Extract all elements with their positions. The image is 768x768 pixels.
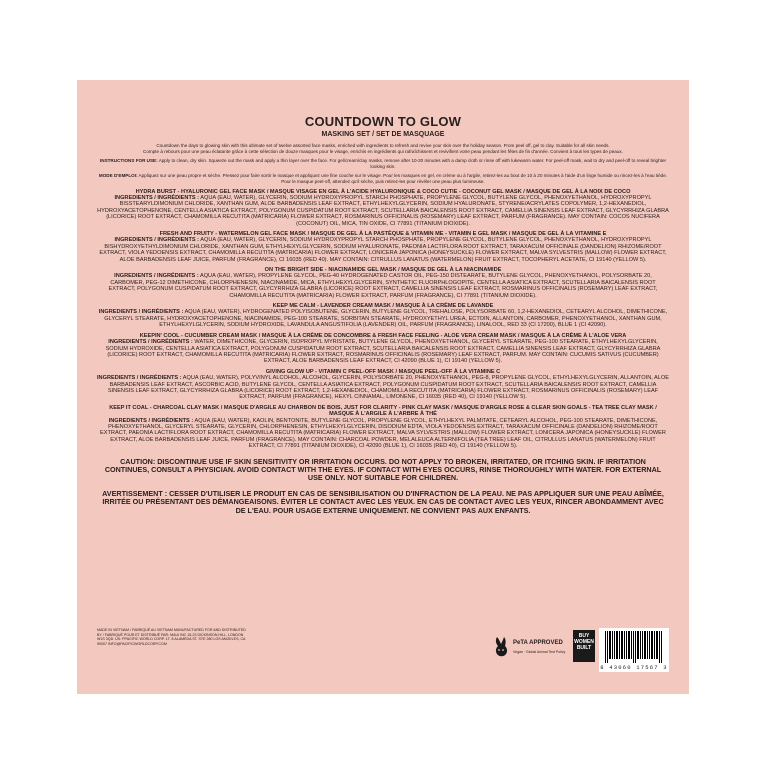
- ingredients-label: INGREDIENTS / INGRÉDIENTS :: [114, 237, 200, 244]
- mode-emploi: [97, 173, 669, 184]
- ingredient-section: [97, 333, 669, 365]
- ingredients-text: AQUA (EAU, WATER), PROPYLENE GLYCOL, PEG-40 HYDROGENATED CASTOR OIL, PEG-150 DISTEARATE, BUTYLENE GLYCOL, PHENOXYETHANOL, POLYSORBATE 20, CARBOMER, PEG-12 DIMETHICONE, CHLORPHENESIN, NIACINAMIDE, MICA, ETHYLHEXYLGLYCERIN, SYNTHETIC FLUORPHLOGOPITE, CENTELLA ASIATICA EXTRACT, SCUTELLARIA BAICALENSIS ROOT EXTRACT, POLYGONUM CUSPIDATUM ROOT EXTRACT, GLYCYRRHIZA GLABRA (LICORICE) ROOT EXTRACT, CAMELLIA SINENSIS LEAF EXTRACT, ROSMARINUS OFFICINALIS (ROSEMARY) LEAF EXTRACT, CHAMOMILLA RECUTITA (MATRICARIA) FLOWER EXTRACT, PARFUM (FRAGRANCE), CI 77891 (TITANIUM DIOXIDE).: [108, 273, 658, 299]
- section-heading: FRESH AND FRUITY - WATERMELON GEL FACE MASK / MASQUE DE GEL À LA PASTÈQUE & VITAMIN ME - VITAMIN E GEL MASK / MASQUE DE GEL À LA VITAMINE E: [159, 231, 607, 237]
- intro-english: Countdown the days to glowing skin with this ultimate set of twelve assorted face masks, enriched with ingredients to refresh and revive your skin over the holiday season. From peel off, gel to clay. Suitable for all skin needs.: [156, 143, 610, 148]
- ingredient-section: [97, 267, 669, 299]
- section-heading: GIVING GLOW UP - VITAMIN C PEEL-OFF MASK / MASQUE PEEL-OFF À LA VITAMINE C: [265, 368, 501, 375]
- barcode-bars: [605, 631, 663, 663]
- section-ingredients: [97, 375, 669, 401]
- section-heading: KEEP IT COAL - CHARCOAL CLAY MASK / MASQUE D'ARGILE AU CHARBON DE BOIS, JUST FOR CLARITY - PINK CLAY MASK / MASQUE D'ARGILE ROSE & CLEAR SKIN GOALS - TEA TREE CLAY MASK / MASQUE À L'ARGILE À L'ARBRE À THÉ: [109, 404, 657, 418]
- section-heading: KEEP ME CALM - LAVENDER CREAM MASK / MASQUE À LA CRÈME DE LAVANDE: [272, 303, 494, 310]
- ingredient-section: [97, 231, 669, 263]
- section-ingredients: [97, 339, 669, 365]
- label-footer: [97, 628, 669, 674]
- intro-french: Compte à rebours pour une peau éclatante grâce à cette sélection de douze masques pour le visage, enrichis en ingrédients qui rafraîchissent et revivifient votre peau pendant les fêtes de fin d'année. Convient à tous les types de peaux.: [143, 148, 623, 154]
- ingredients-label: INGREDIENTS / INGRÉDIENTS :: [108, 339, 193, 346]
- product-back-label: [77, 80, 689, 694]
- ingredient-sections: [97, 189, 669, 450]
- section-ingredients: [97, 273, 669, 299]
- section-ingredients: [97, 195, 669, 227]
- ingredients-label: INGREDIENTS / INGRÉDIENTS :: [114, 194, 200, 201]
- ingredients-text: WATER, DIMETHICONE, GLYCERIN, ISOPROPYL MYRISTATE, BUTYLENE GLYCOL, PHENOXYETHANOL, GLYCERYL STEARATE, PEG-100 STEARATE, ETHYLHEXYLGLYCERIN, SODIUM HYDROXIDE, CENTELLA ASIATICA EXTRACT, POLYGONUM CUSPIDATUM ROOT EXTRACT, SCUTELLARIA BAICALENSIS ROOT EXTRACT, CAMELLIA SINENSIS LEAF EXTRACT, GLYCYRRHIZA GLABRA (LICORICE) ROOT EXTRACT, CHAMOMILLA RECUTITA (MATRICARIA) FLOWER EXTRACT, ROSMARINUS OFFICINALIS (ROSEMARY) LEAF EXTRACT, PARFUM. MAY CONTAIN: CUCUMIS SATIVUS (CUCUMBER) EXTRACT, ALOE BARBADENSIS LEAF EXTRACT, CI 42090 (BLUE 1), CI 19140 (YELLOW 5).: [105, 339, 661, 365]
- product-title: COUNTDOWN TO GLOW: [304, 114, 462, 129]
- manufacturer-address: MADE IN VIETNAM / FABRIQUÉ AU VIETNAM MANUFACTURED FOR AND DISTRIBUTED BY / FABRIQUÉ POUR ET DISTRIBUÉ PAR: MAUI INC 15-23 DICKINSON HILL, LONDON W1S 3QD. US: PPACIFIC WORLD CORP. 1T. 8 ALAMEDA ST. STE 280 LOS ANGELES, CA 90007 INFO@PACIFICWORLDCORP.COM: [97, 628, 246, 646]
- ingredients-text: AQUA (EAU, WATER), HYDROGENATED POLYISOBUTENE, GLYCERIN, BUTYLENE GLYCOL, TREHALOSE, POLYSORBATE 60, 1,2-HEXANEDIOL, CETEARYL ALCOHOL, DIMETHICONE, GLYCERYL STEARATE, HYDROXYACETOPHENONE, NIACINAMIDE, PEG-100 STEARATE, SORBITAN STEARATE, HYDROXYETHYL UREA, ECTOIN, ALLANTOIN, CARBOMER, PHENOXYETHANOL, XANTHAN GUM, ETHYLHEXYLGLYCERIN, SODIUM HYDROXIDE, LAVANDULA ANGUSTIFOLIA (LAVENDER) OIL, PARFUM (FRAGRANCE), LINALOOL, RED 33 (CI 17200), BLUE 1 (CI 42090).: [104, 309, 668, 329]
- peta-text: PeTA APPROVED: [513, 640, 563, 646]
- barcode-number: 8 43060 17567 3: [600, 664, 668, 671]
- instructions-text: Apply to clean, dry skin. Squeeze out the mask and apply a thin layer over the face. For gel/cream/clay masks, remove after 10-20 minutes with a damp cloth or rinse off with lukewarm water. For peel-off mask, wait to dry and peel-off to reveal brighter looking skin.: [158, 158, 667, 169]
- ingredients-label: INGREDIENTS / INGRÉDIENTS :: [98, 309, 184, 316]
- caution-french: AVERTISSEMENT : CESSER D'UTILISER LE PRODUIT EN CAS DE SENSIBILISATION OU D'INFRACTION DE LA PEAU. NE PAS APPLIQUER SUR UNE PEAU ABÎMÉE, IRRITÉE OU PRÉSENTANT DES DÉMANGEAISONS. ÉVITER LE CONTACT AVEC LES YEUX. EN CAS DE CONTACT AVEC LES YEUX, RINCER ABONDAMMENT AVEC DE L'EAU. POUR USAGE EXTERNE UNIQUEMENT. NE CONVIENT PAS AUX ENFANTS.: [102, 489, 664, 515]
- section-heading: ON THE BRIGHT SIDE - NIACINAMIDE GEL MASK / MASQUE DE GEL À LA NIACINAMIDE: [264, 267, 502, 274]
- section-heading: HYDRA BURST - HYALURONIC GEL FACE MASK / MASQUE VISAGE EN GEL À L'ACIDE HYALURONIQUE & COCO CUTIE - COCONUT GEL MASK / MASQUE DE GEL À LA NOIX DE COCO: [135, 188, 631, 195]
- caution-english: CAUTION: DISCONTINUE USE IF SKIN SENSITIVITY OR IRRITATION OCCURS. DO NOT APPLY TO BROKEN, IRRITATED, OR ITCHING SKIN. IF IRRITATION CONTINUES, CONSULT A PHYSICIAN. AVOID CONTACT WITH THE EYES. IF CONTACT WITH EYES OCCURS, RINSE THOROUGHLY WITH WATER. FOR EXTERNAL USE ONLY. NOT SUITABLE FOR CHILDREN.: [104, 456, 662, 482]
- ingredient-section: [97, 405, 669, 450]
- ingredients-text: AQUA (EAU, WATER), GLYCERIN, SODIUM HYDROXYPROPYL STARCH PHOSPHATE, PROPYLENE GLYCOL, BUTYLENE GLYCOL, PHENOXYETHANOL, HYDROXYPROPYL BISSTEARYLDIMONIUM CHLORIDE, XANTHAN GUM, ALOE BARBADENSIS LEAF EXTRACT, ETHYLHEXYLGLYCERIN, SODIUM HYALURONATE, STYRENE/ACRYLATES COPOLYMER, 1,2-HEXANEDIOL, HYDROXYACETOPHENONE, CENTELLA ASIATICA EXTRACT, POLYGONUM CUSPIDATUM ROOT EXTRACT, SCUTELLARIA BAICALENSIS ROOT EXTRACT, CAMELLIA SINENSIS LEAF EXTRACT, GLYCYRRHIZA GLABRA (LICORICE) ROOT EXTRACT, CHAMOMILLA RECUTITA (MATRICARIA) FLOWER EXTRACT, ROSMARINUS OFFICINALIS (ROSEMARY) LEAF EXTRACT, PARFUM (FRAGRANCE). MAY CONTAIN: COCOS NUCIFERA (COCONUT) OIL, MICA, TIN OXIDE, CI 77891 (TITANIUM DIOXIDE).: [97, 194, 669, 227]
- ingredient-section: [97, 189, 669, 227]
- section-ingredients: [97, 237, 669, 263]
- barcode: [599, 628, 669, 672]
- ingredient-section: [97, 303, 669, 329]
- ingredients-text: AQUA (EAU, WATER), GLYCERIN, SODIUM HYDROXYPROPYL STARCH PHOSPHATE, PROPYLENE GLYCOL, BUTYLENE GLYCOL, PHENOXYETHANOL, HYDROXYPROPYL BISHYDROXYETHYLDIMONIUM CHLORIDE, XANTHAN GUM, ETHYLHEXYLGLYCERIN, SODIUM HYALURONATE, PAEONIA LACTIFLORA ROOT EXTRACT, TARAXACUM OFFICINALE (DANDELION) RHIZOME/ROOT EXTRACT, VIOLA YEDOENSIS EXTRACT, CHAMOMILLA RECUTITA (MATRICARIA) FLOWER EXTRACT, LONICERA JAPONICA (HONEYSUCKLE) FLOWER EXTRACT, MALVA SYLVESTRIS (MALLOW) FLOWER EXTRACT, ALOE BARBADENSIS LEAF JUICE, PARFUM (FRAGRANCE), CI 16035 (RED 40). MAY CONTAIN: CITRULLUS LANATUS (WATERMELON) FRUIT EXTRACT, TOCOPHERYL ACETATE, CI 19140 (YELLOW 5).: [99, 237, 667, 263]
- buy-women-built-logo: BUY WOMEN BUILT: [573, 630, 595, 662]
- mode-text: Appliquez sur une peau propre et sèche. Pressez pour faire sortir le masque et appliquez une fine couche sur le visage. Pour les masques en gel, en crème ou à l'argile, retirez-les au bout de 10 à 20 minutes à l'aide d'un linge humide ou rincez-les à l'eau tiède. Pour le masque peel-off, attendez qu'il sèche, puis retirez-les pour révéler une peau plus lumineuse.: [138, 173, 668, 184]
- ingredients-label: INGREDIENTS / INGRÉDIENTS :: [97, 375, 182, 382]
- ingredients-text: AQUA (EAU, WATER), POLYVINYL ALCOHOL, ALCOHOL, GLYCERIN, POLYSORBATE 20, PHENOXYETHANOL, PEG-8, PROPYLENE GLYCOL, ETHYLHEXYLGLYCERIN, ALLANTOIN, ALOE BARBADENSIS LEAF EXTRACT, ASCORBIC ACID, BUTYLENE GLYCOL, CENTELLA ASIATICA EXTRACT, POLYGONUM CUSPIDATUM ROOT EXTRACT, SCUTELLARIA BAICALENSIS ROOT EXTRACT, CAMELLIA SINENSIS LEAF EXTRACT, GLYCYRRHIZA GLABRA (LICORICE) ROOT EXTRACT, 1,2-HEXANEDIOL, CHAMOMILLA RECUTITA (MATRICARIA) FLOWER EXTRACT, ROSMARINUS OFFICINALIS (ROSEMARY) LEAF EXTRACT, PARFUM (FRAGRANCE), HEXYL CINNAMAL, LIMONENE, CI 16035 (RED 40), CI 19140 (YELLOW 5).: [107, 375, 669, 401]
- peta-approved-badge: [491, 636, 577, 666]
- ingredients-label: INGREDIENTS / INGRÉDIENTS :: [114, 273, 199, 280]
- instructions: [97, 158, 669, 169]
- mode-label: MODE D'EMPLOI:: [98, 173, 138, 179]
- product-subtitle: MASKING SET / SET DE MASQUAGE: [321, 131, 445, 138]
- instructions-label: INSTRUCTIONS FOR USE:: [99, 158, 158, 164]
- section-heading: KEEPIN' COOL - CUCUMBER CREAM MASK / MASQUE À LA CRÈME DE CONCOMBRE & FRESH FACE FEELING - ALOE VERA CREAM MASK / MASQUE À LA CRÈME À L'ALOE VERA: [139, 332, 627, 339]
- bunny-icon: [491, 636, 511, 658]
- section-ingredients: [97, 309, 669, 328]
- peta-subtext: Vegan · Global Animal Test Policy: [513, 650, 566, 654]
- ingredient-section: [97, 369, 669, 401]
- ingredients-label: INGREDIENTS / INGRÉDIENTS :: [108, 417, 194, 424]
- section-ingredients: [97, 418, 669, 450]
- ingredients-text: AQUA (EAU, WATER), KAOLIN, BENTONITE, BUTYLENE GLYCOL, PROPYLENE GLYCOL, ETHYLHEXYL PALMITATE, CETEARYL ALCOHOL, PEG-100 STEARATE, DIMETHICONE, PHENOXYETHANOL, GLYCERYL STEARATE, GLYCERIN, CHLORPHENESIN, ETHYLHEXYLGLYCERIN, DISODIUM EDTA, VIOLA YEDOENSIS EXTRACT, TARAXACUM OFFICINALE (DANDELION) RHIZOME/ROOT EXTRACT, PAEONIA LACTIFLORA ROOT EXTRACT, CHAMOMILLA RECUTITA (MATRICARIA) FLOWER EXTRACT, MALVA SYLVESTRIS (MALLOW) FLOWER EXTRACT, LONICERA JAPONICA (HONEYSUCKLE) FLOWER EXTRACT, ALOE BARBADENSIS LEAF JUICE, PARFUM (FRAGRANCE). MAY CONTAIN: CHARCOAL POWDER, MELALEUCA ALTERNIFOLIA (TEA TREE) LEAF OIL, CITRULLUS LANATUS (WATERMELON) FRUIT EXTRACT, CI 77891 (TITANIUM DIOXIDE), CI 42090 (BLUE 1), CI 16035 (RED 40), CI 19140 (YELLOW 5).: [100, 417, 666, 450]
